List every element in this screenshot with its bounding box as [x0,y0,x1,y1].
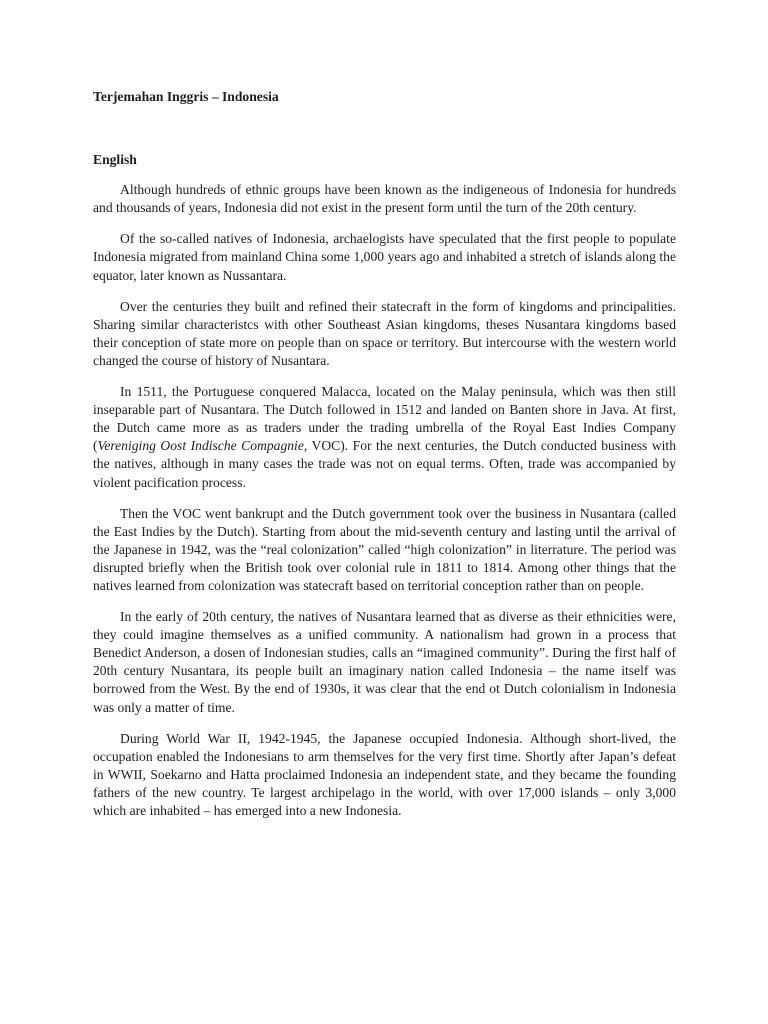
paragraph-4-text-end: , VOC). For the next centuries, the Dutch conducted business with the natives, although in many cases the trade was not on equal terms. Often, trade was accompanied by violent pacification process. [93,438,676,490]
section-heading-english: English [93,152,137,168]
paragraph-5: Then the VOC went bankrupt and the Dutch government took over the business in Nusantara (called the East Indies by the Dutch). Starting from about the mid-seventh century and lasting until the arrival of the Japanese in 1942, was the “real colonization” called “high colonization” in literrature. The period was disrupted briefly when the British took over colonial rule in 1811 to 1814. Among other things that the natives learned from colonization was statecraft based on territorial conception rather than on people. [93,505,676,593]
paragraph-4-text-start: In 1511, the Portuguese conquered Malacca, located on the Malay peninsula, which was then still inseparable part of Nusantara. The Dutch followed in 1512 and landed on Banten shore in Java. At first, the Dutch came more as as traders under the trading umbrella of the Royal East Indies Company ( [93,384,676,454]
paragraph-4-italic-company-name: Vereniging Oost Indische Compagnie [97,438,304,454]
paragraph-4 [93,383,676,492]
paragraph-2: Of the so-called natives of Indonesia, archaelogists have speculated that the first people to populate Indonesia migrated from mainland China some 1,000 years ago and inhabited a stretch of islands along the equator, later known as Nussantara. [93,231,676,283]
paragraph-7: During World War II, 1942-1945, the Japanese occupied Indonesia. Although short-lived, the occupation enabled the Indonesians to arm themselves for the very first time. Shortly after Japan’s defeat in WWII, Soekarno and Hatta proclaimed Indonesia an independent state, and they became the founding fathers of the new country. Te largest archipelago in the world, with over 17,000 islands – only 3,000 which are inhabited – has emerged into a new Indonesia. [93,730,676,818]
document-title: Terjemahan Inggris – Indonesia [93,89,279,104]
paragraph-1: Although hundreds of ethnic groups have been known as the indigeneous of Indonesia for hundreds and thousands of years, Indonesia did not exist in the present form until the turn of the 20th century. [93,182,676,216]
paragraph-3: Over the centuries they built and refined their statecraft in the form of kingdoms and principalities. Sharing similar characteristcs with other Southeast Asian kingdoms, theses Nusantara kingdoms based their conception of state more on people than on space or territory. But intercourse with the western world changed the course of history of Nusantara. [93,298,676,368]
paragraph-6: In the early of 20th century, the natives of Nusantara learned that as diverse as their ethnicities were, they could imagine themselves as a unified community. A nationalism had grown in a process that Benedict Anderson, a dosen of Indonesian studies, calls an “imagined community”. During the first half of 20th century Nusantara, its people built an imaginary nation called Indonesia – the name itself was borrowed from the West. By the end of 1930s, it was clear that the end ot Dutch colonialism in Indonesia was only a matter of time. [93,609,676,715]
